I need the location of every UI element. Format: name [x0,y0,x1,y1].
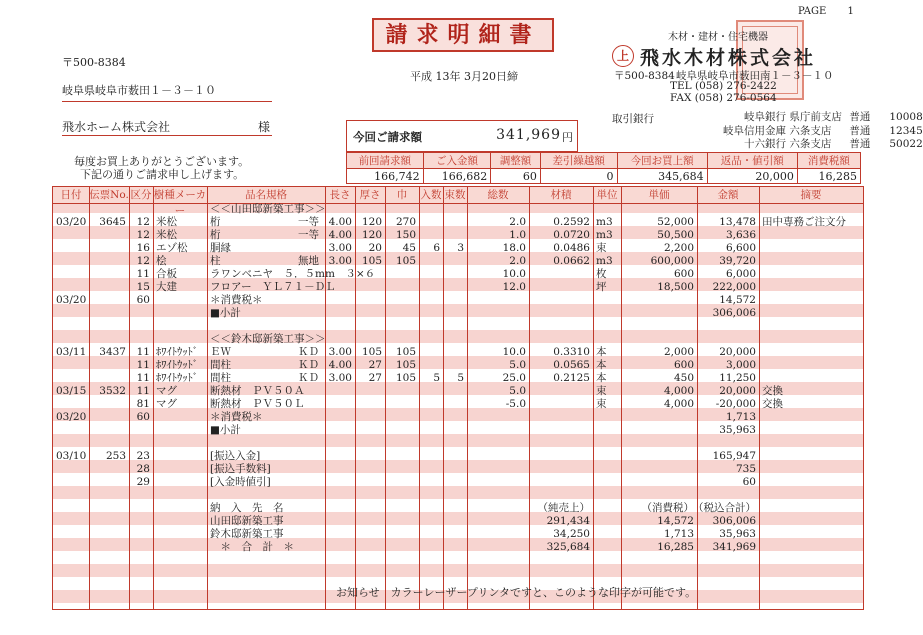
cell-spec: ＫＤ [298,346,319,358]
bank-label: 取引銀行 [612,113,654,125]
greeting-line-2: 下記の通りご請求申し上げます。 [80,168,245,181]
cell-amount: 6,600 [725,242,756,254]
cell-name: ＥＷ [210,346,231,358]
cell-date: 03/20 [56,411,87,423]
cell-amount: 14,572 [719,294,756,306]
cell-amount: 165,947 [712,450,756,462]
cell-name: 桁 [210,229,221,241]
cell-species: 桧 [156,255,167,267]
cell-vol: 0.3310 [553,346,590,358]
cell-date: 03/11 [56,346,87,358]
table-row [53,333,863,346]
cell-kubun: 12 [136,216,150,228]
cell-unit: 束 [596,398,607,410]
column-header: 総数 [487,189,509,201]
cell-species: 米松 [156,216,177,228]
cell-thick: 120 [361,229,382,241]
cell-name: 納 入 先 名 [210,502,284,514]
summary-header: 差引繰越額 [540,153,617,169]
cell-thick: 27 [368,372,382,384]
cell-kubun: 12 [136,255,150,267]
cell-unit: 本 [596,372,607,384]
table-row [53,411,863,424]
address-underline [62,100,272,102]
summary-header: 消費税額 [797,153,860,169]
cell-total: 1.0 [509,229,526,241]
cell-date: 03/20 [56,294,87,306]
summary-table [346,152,861,184]
cell-kubun: 60 [136,294,150,306]
cell-total: -5.0 [505,398,526,410]
cell-price: 16,285 [657,541,694,553]
cell-name: フロアー ＹＬ７１－ＤＬ [210,281,336,293]
cell-amount: 306,006 [712,307,756,319]
cell-kubun: 29 [136,476,150,488]
cell-date: 03/20 [56,216,87,228]
column-header: 長さ [329,189,351,201]
cell-species: 大建 [156,281,177,293]
cell-width: 150 [395,229,416,241]
detail-rows [53,203,863,554]
cell-total: 10.0 [502,268,526,280]
cell-amount: 341,969 [712,541,756,553]
cell-amount: 35,963 [719,528,756,540]
cell-unit: 枚 [596,268,607,280]
table-row [53,385,863,398]
cell-width: 45 [402,242,416,254]
cell-kubun: 81 [136,398,150,410]
cell-vol: 0.0486 [553,242,590,254]
cell-name: 間柱 [210,372,231,384]
cell-name: ＊消費税＊ [210,294,263,306]
cell-thick: 105 [361,255,382,267]
column-header: 入数 [420,189,442,201]
cell-width: 105 [395,359,416,371]
cell-thick: 105 [361,346,382,358]
cell-name: 断熱材 ＰＶ５０Ａ [210,385,305,397]
cell-price: 1,713 [663,528,694,540]
cell-amount: 3,636 [725,229,756,241]
table-row [53,437,863,450]
table-row [53,398,863,411]
summary-header: 返品・値引額 [707,153,797,169]
cell-len: 3.00 [328,346,352,358]
cell-price: 4,000 [663,398,694,410]
cell-slip: 3645 [99,216,126,228]
greeting-line-1: 毎度お買上ありがとうございます。 [74,155,250,168]
cell-vol: （純売上） [537,502,590,514]
cell-width: 270 [395,216,416,228]
cell-vol: 0.0565 [553,359,590,371]
summary-header-row [347,153,861,169]
summary-value: 60 [491,169,541,184]
cell-price: 18,500 [657,281,694,293]
cell-name: ■小計 [210,307,241,319]
cell-price: 14,572 [657,515,694,527]
cell-amount: 6,000 [725,268,756,280]
invoice-amount-value: 341,969 [496,127,561,143]
footer-notice: お知らせ カラーレーザープリンタですと、このような印字が可能です。 [336,586,697,599]
cell-name: 鈴木邸新築工事 [210,528,284,540]
cell-name: ＜＜山田邸新築工事＞＞ [210,203,326,215]
cell-amount: 13,478 [719,216,756,228]
cell-amount: -20,000 [715,398,756,410]
bank-row: 岐阜銀行 県庁前支店 普通 10008 [744,111,923,123]
table-row [53,502,863,515]
cell-spec: 一等 [298,216,319,228]
column-header: 束数 [444,189,466,201]
cell-kubun: 11 [136,372,150,384]
cell-len: 3.00 [328,255,352,267]
column-header: 厚さ [359,189,381,201]
table-row [53,346,863,359]
cell-spec: ＫＤ [298,372,319,384]
cell-price: 2,200 [663,242,694,254]
cell-name: [入金時値引] [210,476,271,488]
column-header: 単位 [596,189,618,201]
cell-len: 3.00 [328,372,352,384]
table-row [53,450,863,463]
table-row [53,268,863,281]
column-header: 材積 [550,189,572,201]
summary-header: 調整額 [491,153,541,169]
cell-total: 10.0 [502,346,526,358]
document-title: 請求明細書 [372,18,554,52]
cell-unit: 本 [596,346,607,358]
cell-kubun: 15 [136,281,150,293]
customer-postal: 〒500-8384 [62,56,126,69]
cell-price: （消費税） [641,502,694,514]
cell-unit: m3 [596,229,613,241]
column-header: 摘要 [800,189,822,201]
cell-vol: 0.2592 [553,216,590,228]
cell-kubun: 11 [136,268,150,280]
cell-species: ﾎﾜｲﾄｳｯﾄﾞ [156,372,198,384]
summary-value: 345,684 [617,169,707,184]
cell-price: 450 [673,372,694,384]
summary-header: 今回お買上額 [617,153,707,169]
cell-kubun: 12 [136,229,150,241]
cell-note: 交換 [762,385,783,397]
invoice-amount-label: 今回ご請求額 [353,130,422,144]
table-row [53,255,863,268]
cell-species: 合板 [156,268,177,280]
cell-date: 03/15 [56,385,87,397]
cell-amount: 222,000 [712,281,756,293]
cell-unit: m3 [596,255,613,267]
closing-date: 平成 13年 3月20日締 [410,70,518,83]
cell-vol: 0.2125 [553,372,590,384]
cell-note: 交換 [762,398,783,410]
cell-kubun: 60 [136,411,150,423]
table-row [53,359,863,372]
cell-name: ＊消費税＊ [210,411,263,423]
cell-vol: 0.0662 [553,255,590,267]
cell-kubun: 23 [136,450,150,462]
cell-total: 5.0 [509,385,526,397]
page-number: 1 [847,6,854,17]
cell-name: [振込手数料] [210,463,271,475]
invoice-amount-unit: 円 [562,131,573,144]
summary-value: 166,742 [347,169,424,184]
table-row [53,242,863,255]
company-postal: 〒500-8384 [614,70,675,82]
cell-amount: 60 [742,476,756,488]
cell-unit: 束 [596,385,607,397]
cell-total: 5.0 [509,359,526,371]
cell-kubun: 11 [136,385,150,397]
bank-list [676,111,923,152]
cell-amount: 11,250 [719,372,756,384]
summary-value: 0 [540,169,617,184]
company-logo-icon: 上 [612,45,634,67]
cell-vol: 34,250 [553,528,590,540]
summary-header: 前回請求額 [347,153,424,169]
cell-amount: 306,006 [712,515,756,527]
cell-name: 山田邸新築工事 [210,515,284,527]
column-header: 区分 [130,189,152,201]
cell-irisu: 6 [433,242,440,254]
cell-amount: 35,963 [719,424,756,436]
column-header: 単価 [648,189,670,201]
cell-thick: 27 [368,359,382,371]
company-tel: TEL (058) 276-2422 [670,80,777,92]
cell-name: ラワンベニヤ ５．５mm ３×６ [210,268,376,280]
cell-note: 田中専務ご注文分 [762,216,846,228]
bank-row: 岐阜信用金庫 六条支店 普通 12345 [723,124,923,137]
column-header: 巾 [396,189,408,201]
cell-name: 断熱材 ＰＶ５０Ｌ [210,398,305,410]
cell-price: 50,500 [657,229,694,241]
cell-unit: m3 [596,216,613,228]
cell-amount: 3,000 [725,359,756,371]
cell-thick: 20 [368,242,382,254]
column-header: 品名規格 [245,189,287,201]
cell-vol: 325,684 [546,541,590,553]
cell-unit: 束 [596,242,607,254]
table-row [53,463,863,476]
cell-total: 2.0 [509,255,526,267]
summary-header: ご入金額 [423,153,491,169]
column-header: 金額 [717,189,739,201]
cell-name: 桁 [210,216,221,228]
bank-row: 十六銀行 六条支店 普通 50022 [744,138,923,150]
cell-name: ■小計 [210,424,241,436]
cell-date: 03/10 [56,450,87,462]
cell-kubun: 11 [136,359,150,371]
page-label-text: PAGE [798,6,827,17]
table-row [53,528,863,541]
invoice-amount-box [346,120,578,152]
table-row [53,216,863,229]
column-header: 日付 [60,189,82,201]
name-underline [62,134,272,136]
table-row [53,424,863,437]
cell-len: 4.00 [328,359,352,371]
cell-slip: 3532 [99,385,126,397]
cell-irisu: 5 [433,372,440,384]
cell-name: 胴縁 [210,242,231,254]
company-name: 飛水木材株式会社 [640,47,817,69]
cell-kubun: 28 [136,463,150,475]
cell-len: 4.00 [328,216,352,228]
table-row [53,281,863,294]
cell-name: ＜＜鈴木邸新築工事＞＞ [210,333,326,345]
summary-value: 16,285 [797,169,860,184]
cell-tabasu: 3 [457,242,464,254]
cell-spec: ＫＤ [298,359,319,371]
table-row [53,489,863,502]
column-header: 樹種メーカー [153,189,207,217]
summary-value-row [347,169,861,184]
cell-amount: 1,713 [725,411,756,423]
table-row [53,320,863,333]
table-row [53,203,863,216]
cell-unit: 坪 [596,281,607,293]
cell-price: 52,000 [657,216,694,228]
cell-amount: 735 [735,463,756,475]
cell-price: 600 [673,268,694,280]
cell-species: ﾎﾜｲﾄｳｯﾄﾞ [156,346,198,358]
cell-amount: 20,000 [719,385,756,397]
cell-species: エゾ松 [156,242,188,254]
cell-species: マグ [156,398,177,410]
cell-species: ﾎﾜｲﾄｳｯﾄﾞ [156,359,198,371]
cell-spec: 一等 [298,229,319,241]
cell-tabasu: 5 [457,372,464,384]
cell-name: 間柱 [210,359,231,371]
cell-total: 25.0 [502,372,526,384]
cell-width: 105 [395,346,416,358]
cell-vol: 0.0720 [553,229,590,241]
column-header: 伝票No. [89,189,129,201]
cell-price: 600,000 [650,255,694,267]
cell-slip: 3437 [99,346,126,358]
cell-kubun: 16 [136,242,150,254]
cell-price: 600 [673,359,694,371]
cell-amount: 20,000 [719,346,756,358]
cell-thick: 120 [361,216,382,228]
cell-total: 12.0 [502,281,526,293]
page-label [798,6,854,17]
cell-vol: 291,434 [546,515,590,527]
summary-value: 20,000 [707,169,797,184]
customer-name: 飛水ホーム株式会社 [62,120,171,134]
customer-honorific: 様 [258,120,271,134]
table-row [53,294,863,307]
cell-price: 4,000 [663,385,694,397]
cell-total: 2.0 [509,216,526,228]
company-tagline: 木材・建材・住宅機器 [668,32,768,43]
cell-total: 18.0 [502,242,526,254]
cell-name: ＊ 合 計 ＊ [210,541,294,553]
cell-unit: 本 [596,359,607,371]
table-row [53,476,863,489]
cell-amount: （税込合計） [693,502,756,514]
table-row [53,229,863,242]
table-row [53,515,863,528]
cell-len: 4.00 [328,229,352,241]
table-row [53,307,863,320]
cell-species: 米松 [156,229,177,241]
table-row [53,541,863,554]
table-row [53,372,863,385]
cell-len: 3.00 [328,242,352,254]
cell-width: 105 [395,255,416,267]
cell-price: 2,000 [663,346,694,358]
detail-table [52,186,864,610]
cell-name: 柱 [210,255,221,267]
cell-spec: 無地 [298,255,319,267]
cell-species: マグ [156,385,177,397]
cell-amount: 39,720 [719,255,756,267]
cell-slip: 253 [105,450,126,462]
company-address: 岐阜県岐阜市薮田南１－３－１０ [676,70,834,82]
cell-name: [振込入金] [210,450,261,462]
summary-value: 166,682 [423,169,491,184]
customer-address: 岐阜県岐阜市薮田１－３－１０ [62,84,216,97]
cell-width: 105 [395,372,416,384]
company-fax: FAX (058) 276-0564 [670,92,777,104]
cell-kubun: 11 [136,346,150,358]
